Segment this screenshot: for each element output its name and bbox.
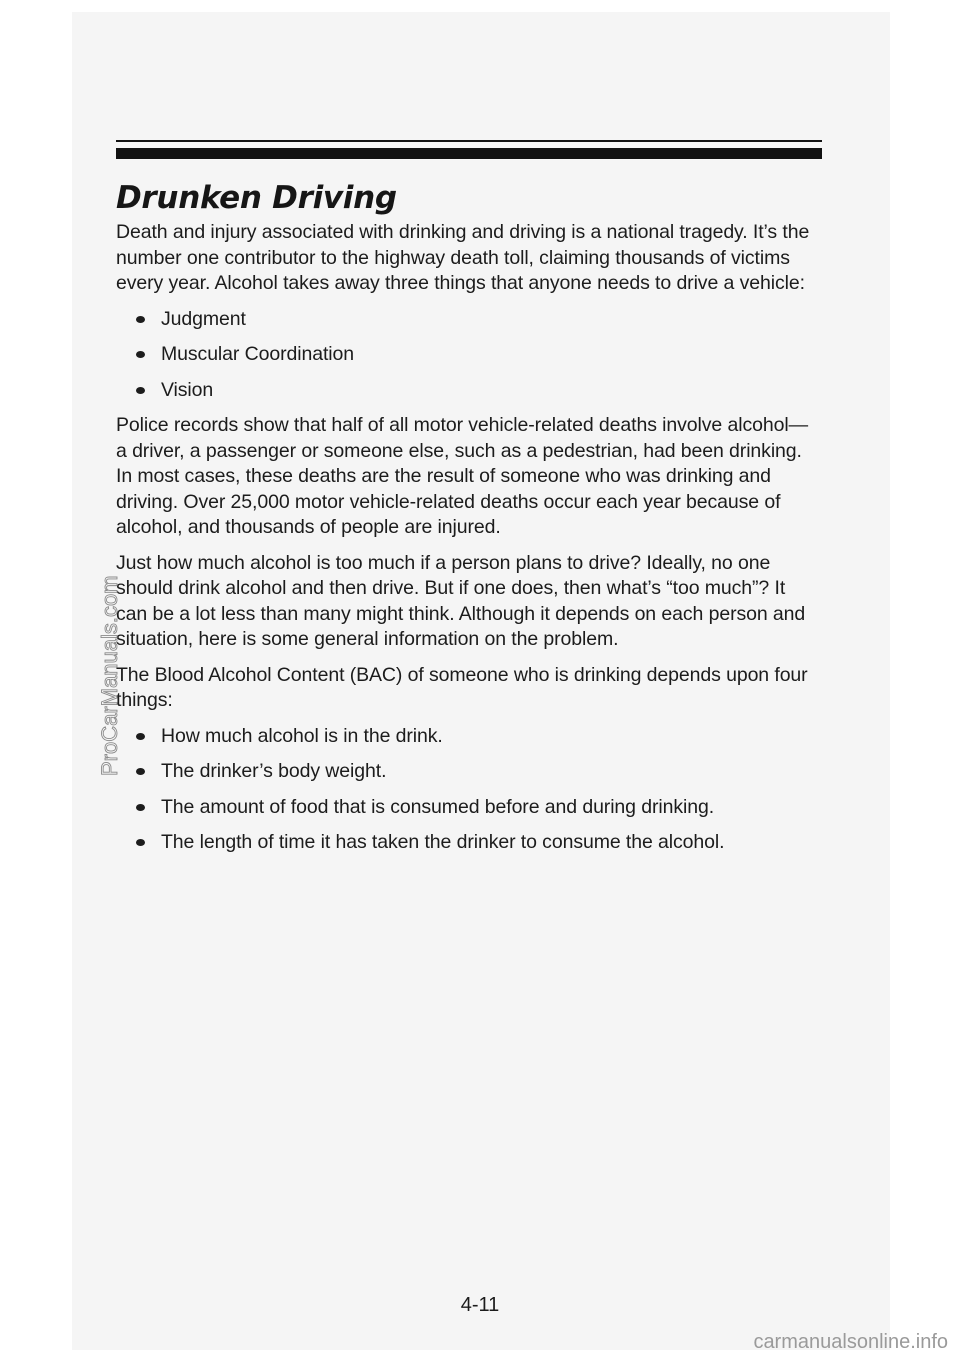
bullet-icon — [136, 839, 145, 846]
how-much-paragraph: Just how much alcohol is too much if a person plans to drive? Ideally, no one should drink alcohol and then drive. But if one does, then what’s “too much”? It can be a lot less than many might think. Although it depends on each person and situation, here is some general information on the problem. — [116, 551, 806, 650]
list-item: How much alcohol is in the drink. — [116, 724, 816, 750]
header-rule-thin — [116, 140, 822, 142]
bac-paragraph: The Blood Alcohol Content (BAC) of someone who is drinking depends upon four things: — [116, 663, 808, 711]
bac-factors-list — [116, 724, 816, 856]
bullet-icon — [136, 316, 145, 323]
bottom-watermark: carmanualsonline.info — [753, 1331, 948, 1353]
section-heading: Drunken Driving — [116, 180, 397, 216]
bullet-icon — [136, 768, 145, 775]
list-item: Vision — [116, 378, 816, 404]
body-text — [116, 220, 816, 866]
page-number: 4-11 — [460, 1294, 500, 1316]
statistics-paragraph: Police records show that half of all motor vehicle-related deaths involve alcohol—a driver, a passenger or someone else, such as a pedestrian, had been drinking. In most cases, these deaths are the result of someone who was drinking and driving. Over 25,000 motor vehicle-related deaths occur each year because of alcohol, and thousands of people are injured. — [116, 414, 808, 538]
list-item: The drinker’s body weight. — [116, 759, 816, 785]
intro-paragraph: Death and injury associated with drinking and driving is a national tragedy. It’s the number one contributor to the highway death toll, claiming thousands of victims every year. Alcohol takes away three things that anyone needs to drive a vehicle: — [116, 221, 810, 294]
bullet-icon — [136, 387, 145, 394]
side-watermark — [93, 420, 125, 780]
bullet-icon — [136, 351, 145, 358]
impairment-list — [116, 307, 816, 404]
list-item: The amount of food that is consumed before and during drinking. — [116, 795, 816, 821]
header-rule — [116, 148, 822, 159]
list-item: Judgment — [116, 307, 816, 333]
bullet-icon — [136, 733, 145, 740]
bullet-icon — [136, 804, 145, 811]
side-watermark-text: ProCarManuals.com — [97, 575, 122, 776]
list-item: Muscular Coordination — [116, 342, 816, 368]
list-item: The length of time it has taken the drinker to consume the alcohol. — [116, 830, 816, 856]
